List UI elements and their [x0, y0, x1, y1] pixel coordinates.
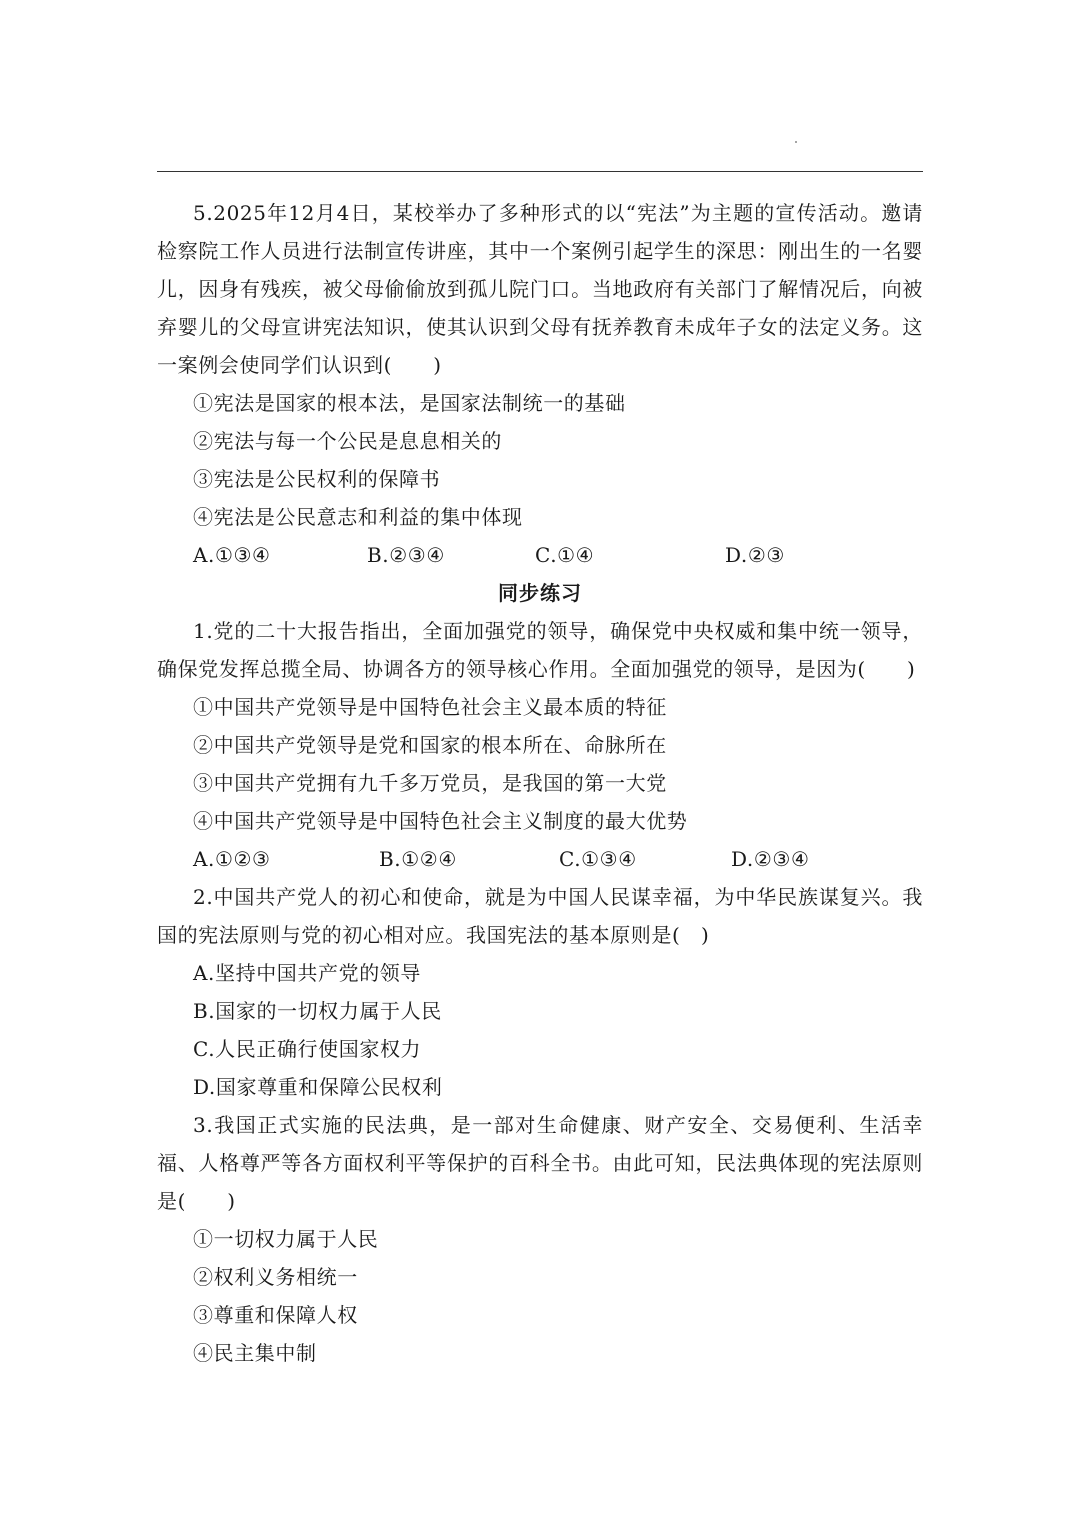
statement-item: ③尊重和保障人权 [193, 1303, 358, 1327]
statement-item: ②权利义务相统一 [193, 1265, 358, 1289]
choice-a: A.坚持中国共产党的领导 [193, 961, 422, 985]
question-stem: 5.2025年12月4日，某校举办了多种形式的以“宪法”为主题的宣传活动。邀请检察院工作人员进行法制宣传讲座，其中一个案例引起学生的深思：刚出生的一名婴儿，因身有残疾，被父母偷偷放到孤儿院门口。当地政府有关部门了解情况后，向被弃婴儿的父母宣讲宪法知识，使其认识到父母有抚养教育未成年子女的法定义务。这一案例会使同学们认识到( ) [157, 201, 923, 377]
section-title: 同步练习 [498, 581, 582, 605]
statement-item: ①宪法是国家的根本法，是国家法制统一的基础 [193, 391, 626, 415]
answer-choices [157, 840, 923, 878]
statement-item: ②中国共产党领导是党和国家的根本所在、命脉所在 [193, 733, 667, 757]
statement-item: ①中国共产党领导是中国特色社会主义最本质的特征 [193, 695, 667, 719]
header-rule [157, 171, 923, 172]
practice-question-1 [157, 612, 923, 878]
choice-a: A.①③④ [193, 543, 271, 567]
answer-choices [157, 536, 923, 574]
choice-d: D.国家尊重和保障公民权利 [193, 1075, 443, 1099]
question-stem: 1.党的二十大报告指出，全面加强党的领导，确保党中央权威和集中统一领导，确保党发挥总揽全局、协调各方的领导核心作用。全面加强党的领导，是因为( ) [157, 619, 923, 681]
document-body [157, 194, 923, 1372]
choice-d: D.②③ [725, 543, 785, 567]
choice-c: C.①③④ [559, 847, 637, 871]
question-stem: 2.中国共产党人的初心和使命，就是为中国人民谋幸福，为中华民族谋复兴。我国的宪法原则与党的初心相对应。我国宪法的基本原则是( ) [157, 885, 923, 947]
practice-question-3 [157, 1106, 923, 1372]
choice-b: B.国家的一切权力属于人民 [193, 999, 442, 1023]
choice-c: C.①④ [535, 543, 595, 567]
statement-item: ③宪法是公民权利的保障书 [193, 467, 441, 491]
statement-item: ③中国共产党拥有九千多万党员，是我国的第一大党 [193, 771, 667, 795]
choice-b: B.①②④ [379, 847, 457, 871]
question-5 [157, 194, 923, 574]
header-dot [795, 141, 797, 143]
statement-item: ④宪法是公民意志和利益的集中体现 [193, 505, 523, 529]
choice-b: B.②③④ [367, 543, 445, 567]
statement-item: ④中国共产党领导是中国特色社会主义制度的最大优势 [193, 809, 688, 833]
choice-c: C.人民正确行使国家权力 [193, 1037, 422, 1061]
statement-item: ①一切权力属于人民 [193, 1227, 379, 1251]
statement-item: ④民主集中制 [193, 1341, 317, 1365]
practice-question-2 [157, 878, 923, 1106]
question-stem: 3.我国正式实施的民法典，是一部对生命健康、财产安全、交易便利、生活幸福、人格尊严等各方面权利平等保护的百科全书。由此可知，民法典体现的宪法原则是( ) [157, 1113, 923, 1213]
statement-item: ②宪法与每一个公民是息息相关的 [193, 429, 502, 453]
choice-d: D.②③④ [731, 847, 810, 871]
choice-a: A.①②③ [193, 847, 271, 871]
